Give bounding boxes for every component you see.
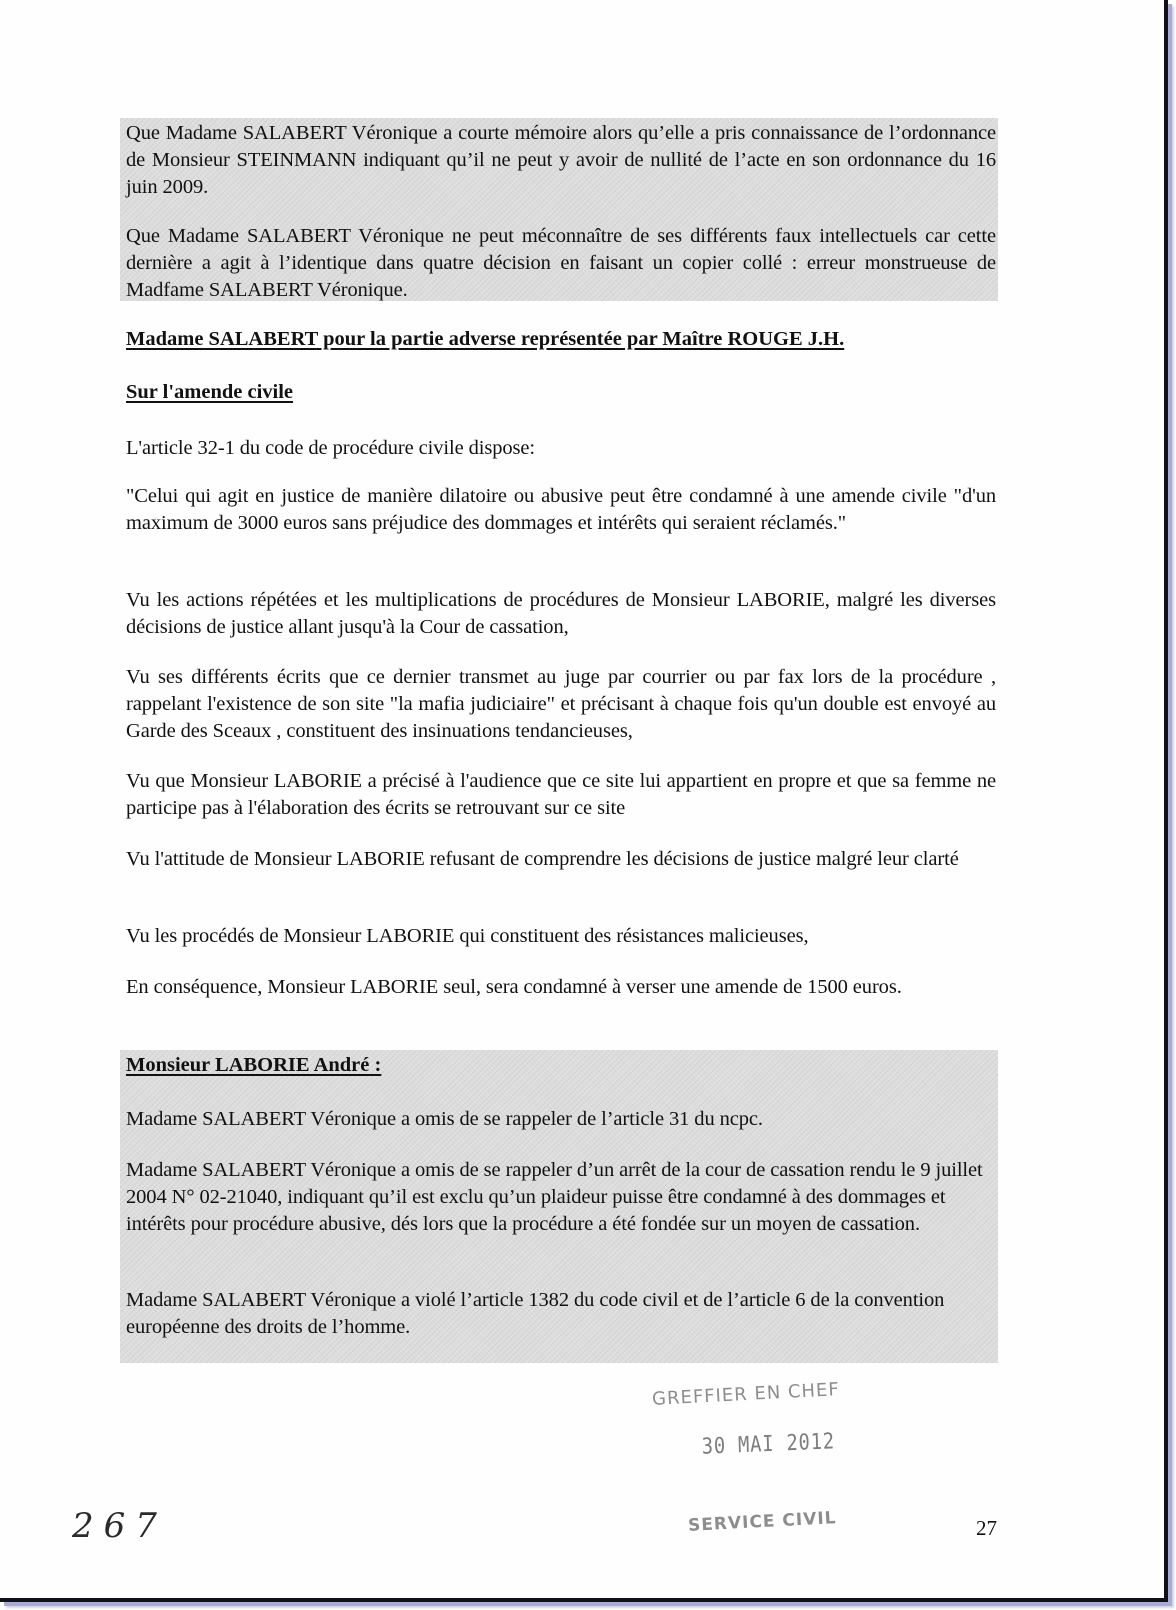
paragraph-article-31: Madame SALABERT Véronique a omis de se rappeler de l’article 31 du ncpc. xyxy=(126,1108,763,1130)
stamp-date: 30 MAI 2012 xyxy=(701,1429,836,1460)
paragraph-arret-cassation: Madame SALABERT Véronique a omis de se rappeler d’un arrêt de la cour de cassation rendu le 9 juillet 2004 N° 02-21040, indiquant qu’il est exclu qu’un plaideur puisse être condamné à des dommages et intérêts pour procédure abusive, dés lors que la procédure a été fondée sur un moyen de cassation. xyxy=(126,1159,983,1235)
section1-text xyxy=(126,120,996,304)
paragraph-vu-actions: Vu les actions répétées et les multiplications de procédures de Monsieur LABORIE, malgré les diverses décisions de justice allant jusqu'à la Cour de cassation, xyxy=(126,589,996,638)
paragraph-vu-ecrits: Vu ses différents écrits que ce dernier transmet au juge par courrier ou par fax lors de la procédure , rappelant l'existence de son site "la mafia judiciaire" et précisant à chaque fois qu'un double est envoyé au Garde des Sceaux , constituent des insinuations tendancieuses, xyxy=(126,666,996,742)
heading-amende-civile: Sur l'amende civile xyxy=(126,381,294,403)
stamp-greffier: GREFFIER EN CHEF xyxy=(651,1379,841,1410)
stamp-service-civil: SERVICE CIVIL xyxy=(687,1508,837,1536)
paragraph-article: L'article 32-1 du code de procédure civile dispose: xyxy=(126,437,536,459)
paragraph: Que Madame SALABERT Véronique ne peut méconnaître de ses différents faux intellectuels car cette dernière a agit à l’identique dans quatre décision en faisant un copier collé : erreur monstrueuse de Madfame SALABERT Véronique. xyxy=(126,225,996,301)
heading-adverse-party: Madame SALABERT pour la partie adverse représentée par Maître ROUGE J.H. xyxy=(126,328,845,350)
paragraph: Que Madame SALABERT Véronique a courte mémoire alors qu’elle a pris connaissance de l’ordonnance de Monsieur STEINMANN indiquant qu’il ne peut y avoir de nullité de l’acte en son ordonnance du 16 juin 2009. xyxy=(126,122,996,198)
paragraph-vu-attitude: Vu l'attitude de Monsieur LABORIE refusant de comprendre les décisions de justice malgré leur clarté xyxy=(126,848,959,870)
paragraph-article-1382: Madame SALABERT Véronique a violé l’article 1382 du code civil et de l’article 6 de la convention européenne des droits de l’homme. xyxy=(126,1289,945,1338)
page-number: 27 xyxy=(976,1516,997,1540)
paragraph-vu-procedes: Vu les procédés de Monsieur LABORIE qui constituent des résistances malicieuses, xyxy=(126,925,809,947)
handwritten-page-number: 267 xyxy=(72,1506,167,1546)
heading-laborie: Monsieur LABORIE André : xyxy=(126,1054,382,1076)
paragraph-consequence: En conséquence, Monsieur LABORIE seul, sera condamné à verser une amende de 1500 euros. xyxy=(126,976,902,998)
paragraph-vu-site: Vu que Monsieur LABORIE a précisé à l'audience que ce site lui appartient en propre et que sa femme ne participe pas à l'élaboration des écrits se retrouvant sur ce site xyxy=(126,770,996,819)
paragraph-quote: "Celui qui agit en justice de manière dilatoire ou abusive peut être condamné à une amende civile "d'un maximum de 3000 euros sans préjudice des dommages et intérêts qui seraient réclamés." xyxy=(126,485,996,534)
